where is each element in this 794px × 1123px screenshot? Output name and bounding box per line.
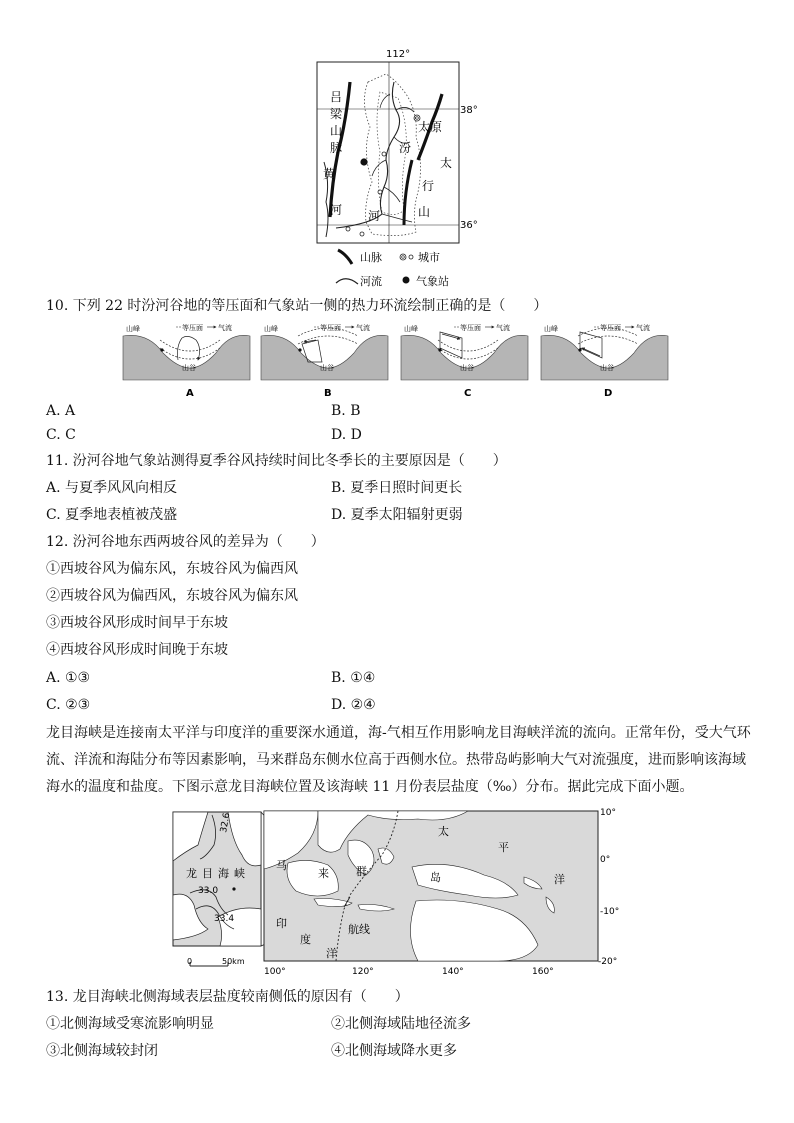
svg-text:目: 目 — [202, 867, 213, 880]
passage-line-2: 流、洋流和海陆分布等因素影响，马来群岛东侧水位高于西侧水位。热带岛屿影响大气对流强度，进而影响该海域 — [46, 752, 746, 768]
svg-text:山峰: 山峰 — [404, 325, 418, 333]
q11-option-b: B. 夏季日照时间更长 — [331, 480, 463, 496]
map1-legend — [336, 250, 449, 288]
q11-option-a: A. 与夏季风风向相反 — [46, 480, 178, 496]
svg-text:岛: 岛 — [430, 871, 441, 884]
route-label: 航线 — [348, 923, 370, 936]
lombok-strait-map — [168, 805, 638, 980]
lat-38-label: 38° — [460, 105, 478, 116]
svg-text:气流: 气流 — [496, 324, 510, 332]
q12-statement-4: ④西坡谷风形成时间晚于东坡 — [46, 642, 228, 658]
q13-statement-3: ③北侧海域较封闭 — [46, 1043, 158, 1059]
weather-station-marker — [360, 158, 367, 165]
svg-text:气流: 气流 — [356, 324, 370, 332]
isoline-33-4: 33.4 — [214, 914, 235, 924]
svg-text:山峰: 山峰 — [264, 325, 278, 333]
panel-label-d: D — [604, 388, 613, 399]
passage-line-3: 海水的温度和盐度。下图示意龙目海峡位置及该海峡 11 月份表层盐度（‰）分布。据此完成下面小题。 — [46, 779, 694, 795]
panel-label-b: B — [324, 388, 332, 399]
svg-text:120°: 120° — [352, 967, 374, 977]
panel-label-c: C — [464, 388, 472, 399]
taiyuan-label: 太原 — [418, 120, 443, 134]
svg-text:10°: 10° — [600, 808, 616, 818]
isoline-32-6: 32.6 — [219, 812, 233, 834]
taihang-char-1: 太 — [440, 156, 453, 170]
svg-text:马: 马 — [276, 859, 287, 872]
svg-text:山谷: 山谷 — [182, 364, 196, 372]
q10-panel-a — [123, 323, 250, 380]
svg-text:群: 群 — [356, 865, 367, 878]
legend-river: 河流 — [360, 275, 382, 288]
svg-text:平: 平 — [498, 841, 509, 854]
q12-option-b: B. ①④ — [331, 670, 376, 686]
q10-option-a: A. A — [46, 403, 76, 419]
svg-text:山谷: 山谷 — [320, 364, 334, 372]
svg-text:160°: 160° — [532, 967, 554, 977]
svg-text:来: 来 — [318, 867, 329, 880]
fen-label: 汾 — [399, 141, 412, 155]
q12-statement-1: ①西坡谷风为偏东风，东坡谷风为偏西风 — [46, 561, 298, 577]
svg-text:峡: 峡 — [234, 867, 245, 880]
svg-text:印: 印 — [276, 917, 287, 930]
fen-river-map — [300, 42, 490, 292]
svg-text:-10°: -10° — [600, 907, 620, 917]
svg-text:0°: 0° — [600, 855, 611, 865]
scale-zero: 0 — [187, 957, 193, 966]
svg-text:太: 太 — [438, 825, 449, 838]
svg-text:山峰: 山峰 — [544, 325, 558, 333]
svg-text:等压面: 等压面 — [182, 324, 203, 332]
q10-stem: 10. 下列 22 时汾河谷地的等压面和气象站一侧的热力环流绘制正确的是（ ） — [46, 298, 548, 314]
q11-option-c: C. 夏季地表植被茂盛 — [46, 507, 178, 523]
lvliang-char-1: 吕 — [330, 90, 343, 104]
lvliang-char-3: 山 — [330, 124, 343, 138]
svg-text:100°: 100° — [264, 967, 286, 977]
lvliang-char-2: 梁 — [330, 107, 343, 121]
q10-diagrams — [118, 318, 678, 400]
svg-text:等压面: 等压面 — [320, 324, 341, 332]
scale-dist: 50km — [222, 957, 245, 966]
huang-he-label: 河 — [330, 203, 343, 217]
svg-text:-20°: -20° — [598, 957, 618, 967]
q12-option-c: C. ②③ — [46, 697, 91, 713]
taihang-char-2: 行 — [422, 179, 435, 193]
q10-option-d: D. D — [331, 427, 362, 443]
lvliang-char-4: 脉 — [330, 141, 343, 155]
isoline-33-0: 33.0 — [198, 886, 219, 896]
panel-label-a: A — [186, 388, 194, 399]
svg-text:气流: 气流 — [218, 324, 232, 332]
q10-panel-c — [401, 323, 528, 380]
passage-line-1: 龙目海峡是连接南太平洋与印度洋的重要深水通道，海-气相互作用影响龙目海峡洋流的流向。正常年份，受大气环 — [46, 725, 751, 741]
q13-statement-4: ④北侧海域降水更多 — [331, 1043, 457, 1059]
huang-label: 黄 — [323, 167, 336, 181]
q11-stem: 11. 汾河谷地气象站测得夏季谷风持续时间比冬季长的主要原因是（ ） — [46, 453, 507, 469]
q12-option-d: D. ②④ — [331, 697, 376, 713]
svg-text:洋: 洋 — [326, 947, 337, 960]
q12-option-a: A. ①③ — [46, 670, 91, 686]
svg-text:龙: 龙 — [186, 867, 197, 880]
svg-text:等压面: 等压面 — [460, 324, 481, 332]
q11-option-d: D. 夏季太阳辐射更弱 — [331, 507, 463, 523]
taihang-char-3: 山 — [418, 205, 431, 219]
svg-text:气流: 气流 — [636, 324, 650, 332]
lat-36-label: 36° — [460, 220, 478, 231]
q13-stem: 13. 龙目海峡北侧海域表层盐度较南侧低的原因有（ ） — [46, 989, 409, 1005]
q10-option-b: B. B — [331, 403, 361, 419]
svg-text:海: 海 — [218, 867, 229, 880]
svg-text:度: 度 — [300, 933, 311, 946]
q10-panel-d — [541, 323, 668, 380]
svg-text:山谷: 山谷 — [460, 364, 474, 372]
legend-mountain: 山脉 — [360, 251, 382, 264]
legend-city: 城市 — [418, 251, 440, 264]
svg-text:山峰: 山峰 — [126, 325, 140, 333]
q13-statement-2: ②北侧海域陆地径流多 — [331, 1016, 471, 1032]
svg-text:洋: 洋 — [554, 873, 565, 886]
q13-statement-1: ①北侧海域受寒流影响明显 — [46, 1016, 214, 1032]
fen-he-label: 河 — [368, 209, 381, 223]
q12-statement-3: ③西坡谷风形成时间早于东坡 — [46, 615, 228, 631]
legend-station: 气象站 — [416, 275, 449, 288]
svg-text:140°: 140° — [442, 967, 464, 977]
q12-stem: 12. 汾河谷地东西两坡谷风的差异为（ ） — [46, 534, 325, 550]
svg-text:等压面: 等压面 — [600, 324, 621, 332]
q10-panel-b — [261, 323, 388, 380]
q10-option-c: C. C — [46, 427, 76, 443]
svg-text:山谷: 山谷 — [600, 364, 614, 372]
lon-label: 112° — [386, 49, 411, 60]
q12-statement-2: ②西坡谷风为偏西风，东坡谷风为偏东风 — [46, 588, 298, 604]
